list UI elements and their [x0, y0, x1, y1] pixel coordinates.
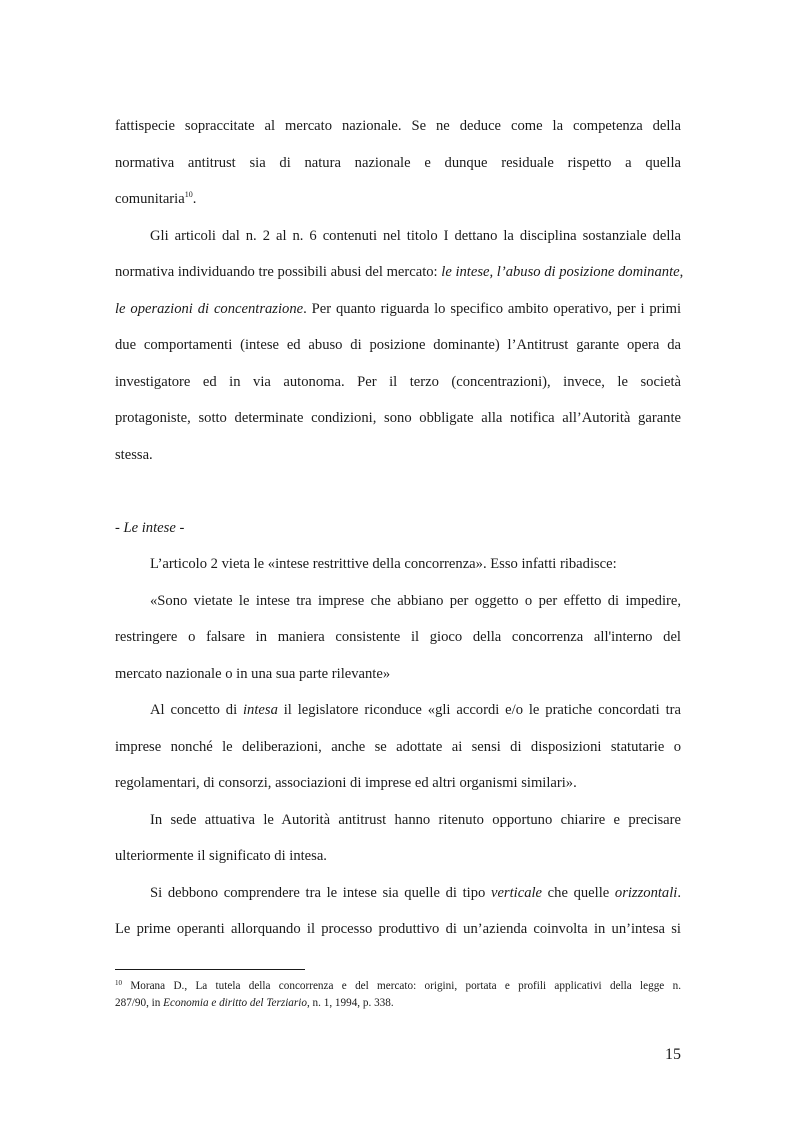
body-line: L’articolo 2 vieta le «intese restrittive della concorrenza». Esso infatti ribadisce:: [150, 556, 617, 572]
body-line: due comportamenti (intese ed abuso di posizione dominante) l’Antitrust garante opera da: [115, 337, 681, 353]
section-heading: - Le intese -: [115, 519, 185, 536]
body-line: investigatore ed in via autonoma. Per il terzo (concentrazioni), invece, le società: [115, 373, 681, 390]
spacer: [115, 473, 681, 510]
page-number: 15: [665, 1046, 681, 1063]
body-line: normativa antitrust sia di natura nazionale e dunque residuale rispetto a quella: [115, 154, 681, 171]
body-line: protagoniste, sotto determinate condizioni, sono obbligate alla notifica all’Autorità garante: [115, 410, 681, 426]
body-line: «Sono vietate le intese tra imprese che abbiano per oggetto o per effetto di impedire,: [150, 592, 681, 609]
body-line: restringere o falsare in maniera consistente il gioco della concorrenza all'interno del: [115, 629, 681, 645]
footnote-separator: [115, 969, 305, 970]
body-line: Si debbono comprendere tra le intese sia quelle di tipo verticale che quelle orizzontali.: [150, 884, 681, 901]
body-line: Gli articoli dal n. 2 al n. 6 contenuti nel titolo I dettano la disciplina sostanziale della: [150, 227, 681, 244]
body-line: imprese nonché le deliberazioni, anche se adottate ai sensi di disposizioni statutarie o: [115, 738, 681, 755]
footnote-reference[interactable]: 10: [184, 190, 193, 199]
footnote-line: 287/90, in Economia e diritto del Terziario, n. 1, 1994, p. 338.: [115, 997, 394, 1009]
body-line: stessa.: [115, 446, 153, 463]
body-line: fattispecie sopraccitate al mercato nazionale. Se ne deduce come la competenza della: [115, 118, 681, 134]
footnote-number: 10: [115, 979, 122, 987]
footnote: [115, 978, 681, 1012]
body-line: ulteriormente il significato di intesa.: [115, 848, 327, 864]
body-line: regolamentari, di consorzi, associazioni di imprese ed altri organismi similari».: [115, 775, 577, 791]
body-line: mercato nazionale o in una sua parte rilevante»: [115, 665, 391, 682]
body-line: le operazioni di concentrazione. Per quanto riguarda lo specifico ambito operativo, per i primi: [115, 300, 681, 317]
footnote-line: $^{10}$ Morana D., La tutela della concorrenza e del mercato: origini, portata e profili applicativi della legge n.: [115, 979, 681, 992]
page-body: [115, 108, 684, 948]
body-line: comunitaria$^{10}$.: [115, 190, 197, 207]
body-line: In sede attuativa le Autorità antitrust hanno ritenuto opportuno chiarire e precisare: [150, 811, 681, 828]
body-line: Al concetto di intesa il legislatore riconduce «gli accordi e/o le pratiche concordati tra: [150, 702, 681, 718]
body-line: normativa individuando tre possibili abusi del mercato: le intese, l’abuso di posizione dominante,: [115, 264, 684, 280]
body-line: Le prime operanti allorquando il processo produttivo di un’azienda coinvolta in un’intesa si: [115, 921, 681, 937]
